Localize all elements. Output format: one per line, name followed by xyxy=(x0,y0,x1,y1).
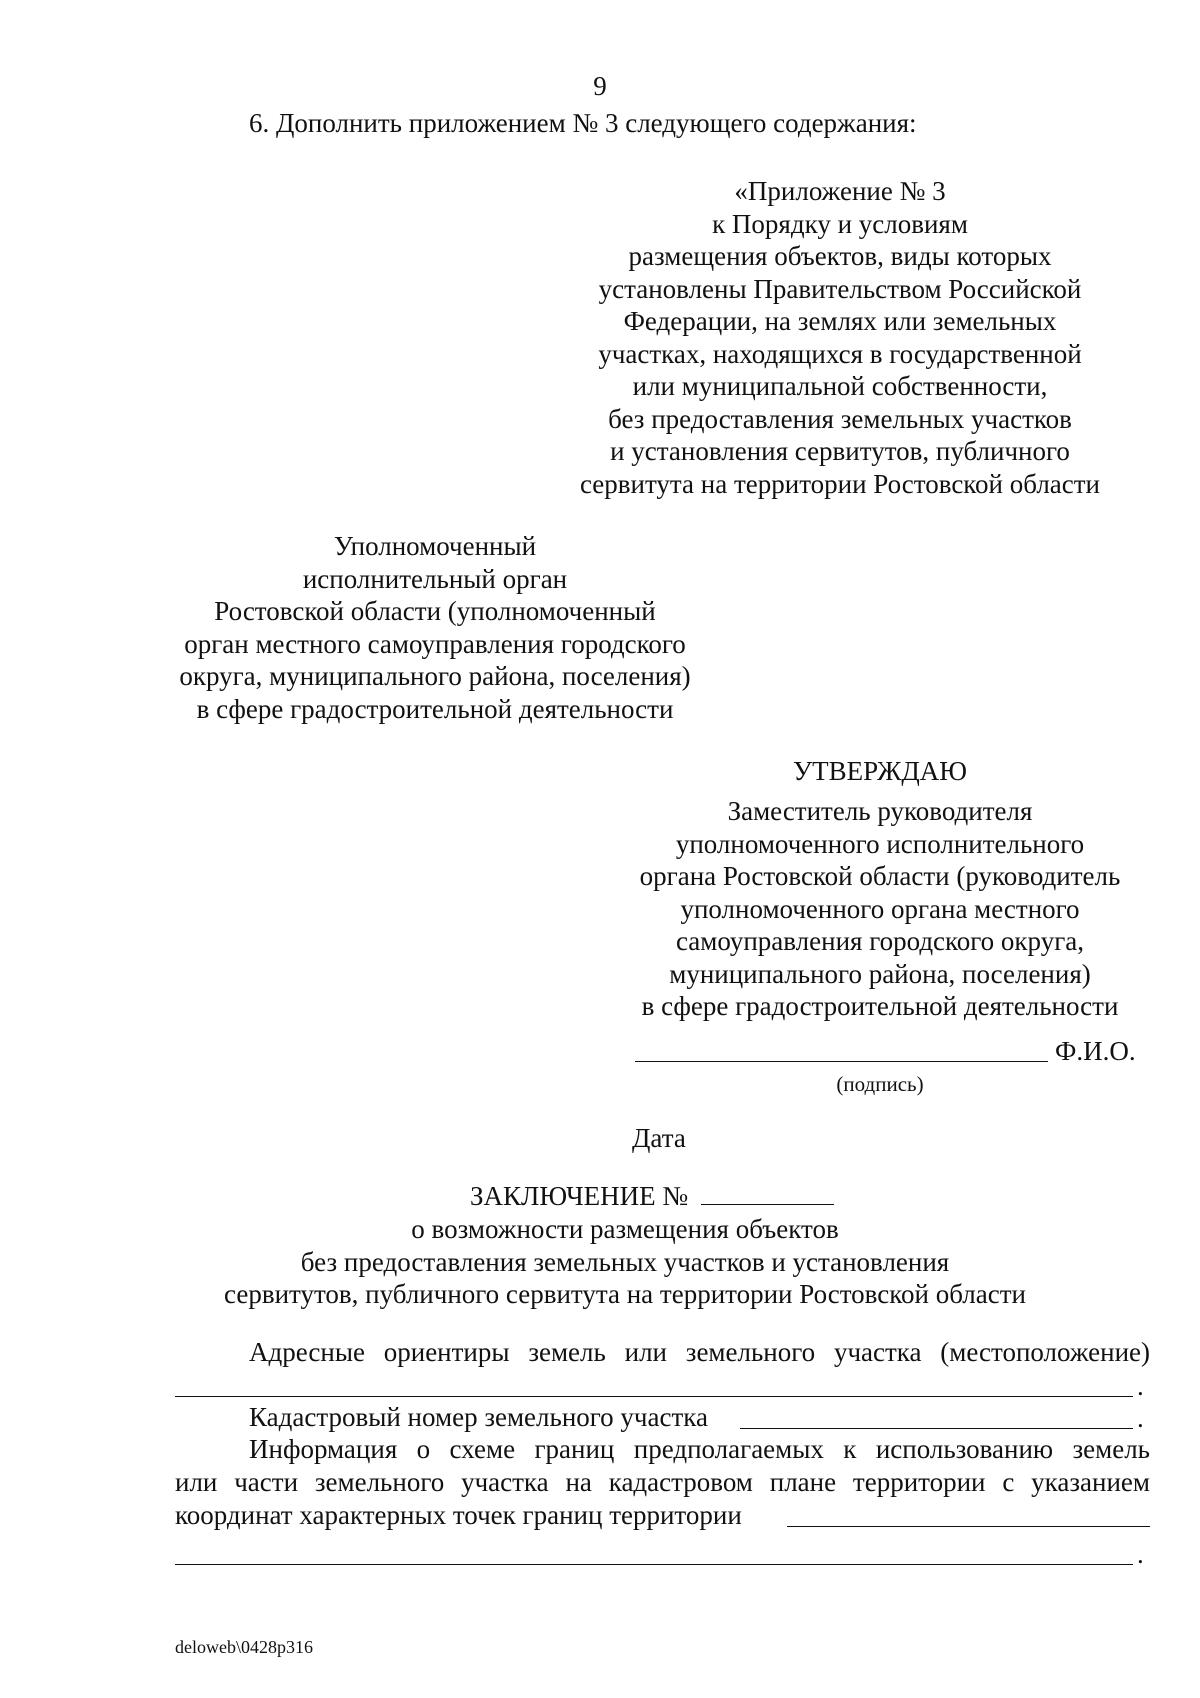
address-period: . xyxy=(1137,1371,1144,1401)
conclusion-title-text: ЗАКЛЮЧЕНИЕ № xyxy=(470,1181,689,1211)
conclusion-subtitle xyxy=(175,1213,1075,1311)
appendix-line: размещения объектов, виды которых xyxy=(628,241,1052,271)
appendix-line: Федерации, на землях или земельных xyxy=(623,306,1057,336)
appendix-line: сервитута на территории Ростовской области xyxy=(579,468,1101,499)
conclusion-subtitle-line: сервитутов, публичного сервитута на территории Ростовской области xyxy=(224,1279,1026,1309)
fio-label: Ф.И.О. xyxy=(1055,1036,1136,1066)
approval-block xyxy=(615,795,1145,1023)
approval-title: УТВЕРЖДАЮ xyxy=(792,756,968,786)
approval-line: муниципального района, поселения) xyxy=(669,958,1091,989)
appendix-line: к Порядку и условиям xyxy=(712,208,968,239)
signature-caption: (подпись) xyxy=(836,1072,924,1096)
authority-line: округа, муниципального района, поселения) xyxy=(179,661,691,691)
scheme-blank-line-2 xyxy=(175,1564,1133,1565)
appendix-line: участках, находящихся в государственной xyxy=(598,338,1082,369)
cadastral-blank-line xyxy=(740,1428,1133,1429)
appendix-line: «Приложение № 3 xyxy=(734,176,946,206)
scheme-blank-line xyxy=(787,1526,1150,1527)
signature-line xyxy=(635,1061,1048,1062)
page-number: 9 xyxy=(593,71,607,101)
authority-block xyxy=(155,530,715,725)
conclusion-number-blank xyxy=(701,1182,834,1205)
approval-line: Заместитель руководителя xyxy=(727,796,1033,826)
authority-line: в сфере градостроительной деятельности xyxy=(196,693,674,724)
approval-line: в сфере градостроительной деятельности xyxy=(641,991,1119,1021)
conclusion-subtitle-line: о возможности размещения объектов xyxy=(411,1214,839,1244)
date-label: Дата xyxy=(632,1123,686,1153)
appendix-line: без предоставления земельных участков xyxy=(608,403,1072,434)
scheme-label-line2: или части земельного участка на кадастровом плане территории с указанием xyxy=(175,1467,1150,1497)
footer-code: deloweb\0428p316 xyxy=(175,1637,313,1657)
approval-line: органа Ростовской области (руководитель xyxy=(639,861,1121,891)
appendix-line: и установления сервитутов, публичного xyxy=(610,436,1070,466)
appendix-header xyxy=(560,175,1120,500)
conclusion-title xyxy=(470,1180,834,1213)
cadastral-period: . xyxy=(1137,1403,1144,1433)
authority-line: орган местного самоуправления городского xyxy=(184,628,686,659)
intro-paragraph: 6. Дополнить приложением № 3 следующего содержания: xyxy=(249,108,917,138)
approval-line: уполномоченного исполнительного xyxy=(675,828,1085,859)
conclusion-subtitle-line: без предоставления земельных участков и установления xyxy=(300,1246,950,1277)
scheme-label-line3: координат характерных точек границ территории xyxy=(175,1500,742,1530)
address-blank-line xyxy=(175,1396,1133,1397)
cadastral-label: Кадастровый номер земельного участка xyxy=(249,1402,708,1432)
address-label: Адресные ориентиры земель или земельного участка (местоположение) xyxy=(249,1337,1150,1367)
authority-line: Ростовской области (уполномоченный xyxy=(214,596,656,626)
scheme-label-line1: Информация о схеме границ предполагаемых к использованию земель xyxy=(249,1434,1150,1464)
appendix-line: установлены Правительством Российской xyxy=(598,273,1082,304)
approval-line: самоуправления городского округа, xyxy=(675,926,1085,956)
scheme-period: . xyxy=(1137,1539,1144,1569)
authority-line: Уполномоченный xyxy=(333,531,537,561)
approval-line: уполномоченного органа местного xyxy=(680,893,1080,924)
authority-line: исполнительный орган xyxy=(302,563,568,594)
appendix-line: или муниципальной собственности, xyxy=(632,371,1048,401)
